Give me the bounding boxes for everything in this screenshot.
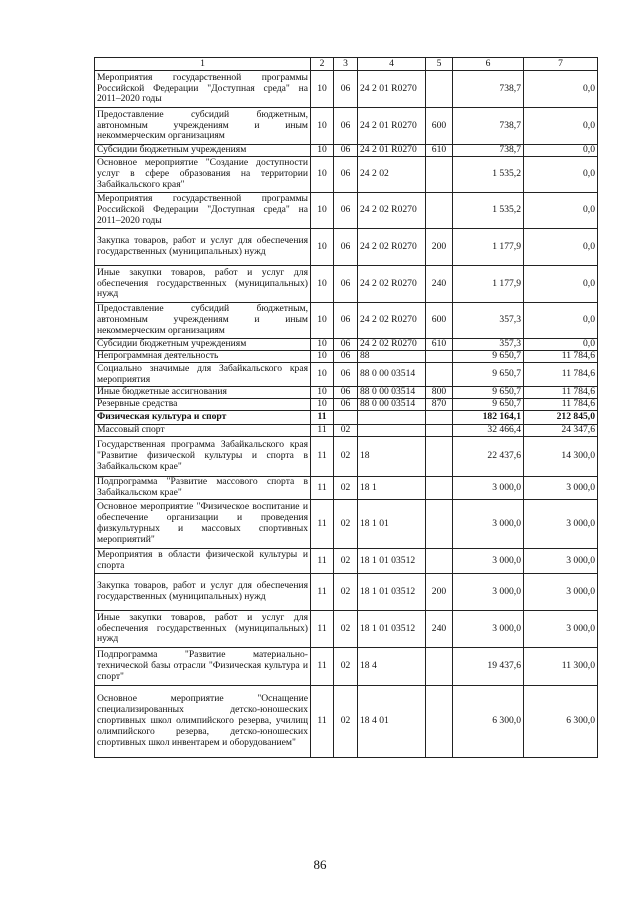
target-article-cell: 18 <box>358 437 426 477</box>
target-article-cell: 24 2 02 R0270 <box>358 266 426 303</box>
subsection-code-cell: 02 <box>334 611 358 648</box>
section-code-cell: 11 <box>311 611 334 648</box>
expense-type-cell: 610 <box>426 339 453 351</box>
row-name-cell: Предоставление субсидий бюджетным, автономным учреждениям и иным некоммерческим организациям <box>95 108 311 145</box>
subsection-code-cell: 06 <box>334 229 358 266</box>
section-code-cell: 11 <box>311 477 334 500</box>
budget-table <box>94 57 598 758</box>
table-row <box>95 303 598 339</box>
section-code-cell: 11 <box>311 549 334 574</box>
row-name-cell: Основное мероприятие "Создание доступности услуг в сфере образования на территории Забайкальского края" <box>95 157 311 193</box>
section-code-cell: 10 <box>311 108 334 145</box>
target-article-cell: 18 1 01 <box>358 500 426 549</box>
amount-col6-cell: 9 650,7 <box>453 387 524 399</box>
amount-col6-cell: 738,7 <box>453 145 524 157</box>
section-code-cell: 11 <box>311 411 334 425</box>
subsection-code-cell: 02 <box>334 574 358 611</box>
row-name-cell: Социально значимые для Забайкальского края мероприятия <box>95 363 311 387</box>
section-code-cell: 10 <box>311 351 334 363</box>
amount-col7-cell: 14 300,0 <box>524 437 598 477</box>
header-cell: 6 <box>453 58 524 71</box>
amount-col6-cell: 1 177,9 <box>453 266 524 303</box>
row-name-cell: Мероприятия в области физической культуры и спорта <box>95 549 311 574</box>
subsection-code-cell: 02 <box>334 648 358 686</box>
target-article-cell: 88 0 00 03514 <box>358 363 426 387</box>
table-row <box>95 351 598 363</box>
expense-type-cell <box>426 363 453 387</box>
row-name-cell: Физическая культура и спорт <box>95 411 311 425</box>
section-code-cell: 10 <box>311 193 334 229</box>
amount-col6-cell: 1 177,9 <box>453 229 524 266</box>
table-row <box>95 266 598 303</box>
row-name-cell: Иные закупки товаров, работ и услуг для обеспечения государственных (муниципальных) нужд <box>95 266 311 303</box>
expense-type-cell <box>426 477 453 500</box>
target-article-cell: 18 1 01 03512 <box>358 611 426 648</box>
section-code-cell: 10 <box>311 266 334 303</box>
section-code-cell: 10 <box>311 399 334 411</box>
amount-col6-cell: 9 650,7 <box>453 351 524 363</box>
section-code-cell: 10 <box>311 229 334 266</box>
expense-type-cell: 800 <box>426 387 453 399</box>
amount-col6-cell: 3 000,0 <box>453 549 524 574</box>
table-row <box>95 339 598 351</box>
subsection-code-cell: 02 <box>334 425 358 437</box>
table-row <box>95 71 598 108</box>
section-code-cell: 11 <box>311 686 334 758</box>
target-article-cell: 18 4 <box>358 648 426 686</box>
amount-col7-cell: 11 300,0 <box>524 648 598 686</box>
header-cell: 4 <box>358 58 426 71</box>
amount-col7-cell: 11 784,6 <box>524 399 598 411</box>
target-article-cell <box>358 411 426 425</box>
target-article-cell: 24 2 02 R0270 <box>358 339 426 351</box>
amount-col6-cell: 3 000,0 <box>453 574 524 611</box>
expense-type-cell: 600 <box>426 303 453 339</box>
row-name-cell: Закупка товаров, работ и услуг для обеспечения государственных (муниципальных) нужд <box>95 229 311 266</box>
section-code-cell: 10 <box>311 145 334 157</box>
table-row <box>95 425 598 437</box>
target-article-cell: 24 2 01 R0270 <box>358 71 426 108</box>
table-row <box>95 549 598 574</box>
amount-col7-cell: 0,0 <box>524 193 598 229</box>
amount-col6-cell: 9 650,7 <box>453 399 524 411</box>
target-article-cell: 18 4 01 <box>358 686 426 758</box>
amount-col6-cell: 3 000,0 <box>453 500 524 549</box>
amount-col7-cell: 212 845,0 <box>524 411 598 425</box>
amount-col6-cell: 19 437,6 <box>453 648 524 686</box>
row-name-cell: Непрограммная деятельность <box>95 351 311 363</box>
table-row <box>95 648 598 686</box>
amount-col7-cell: 0,0 <box>524 229 598 266</box>
amount-col7-cell: 3 000,0 <box>524 611 598 648</box>
expense-type-cell <box>426 411 453 425</box>
section-code-cell: 11 <box>311 648 334 686</box>
row-name-cell: Мероприятия государственной программы Российской Федерации "Доступная среда" на 2011–2020 годы <box>95 71 311 108</box>
subsection-code-cell: 06 <box>334 363 358 387</box>
subsection-code-cell: 06 <box>334 339 358 351</box>
table-row <box>95 387 598 399</box>
table-row <box>95 411 598 425</box>
expense-type-cell: 600 <box>426 108 453 145</box>
amount-col7-cell: 0,0 <box>524 157 598 193</box>
table-row <box>95 500 598 549</box>
expense-type-cell: 240 <box>426 266 453 303</box>
amount-col7-cell: 11 784,6 <box>524 351 598 363</box>
expense-type-cell <box>426 686 453 758</box>
target-article-cell: 24 2 02 R0270 <box>358 303 426 339</box>
amount-col6-cell: 738,7 <box>453 108 524 145</box>
section-code-cell: 11 <box>311 425 334 437</box>
target-article-cell <box>358 425 426 437</box>
table-row <box>95 193 598 229</box>
expense-type-cell: 200 <box>426 574 453 611</box>
expense-type-cell: 240 <box>426 611 453 648</box>
target-article-cell: 24 2 02 <box>358 157 426 193</box>
subsection-code-cell: 06 <box>334 193 358 229</box>
target-article-cell: 24 2 02 R0270 <box>358 193 426 229</box>
subsection-code-cell: 02 <box>334 477 358 500</box>
expense-type-cell: 870 <box>426 399 453 411</box>
subsection-code-cell: 06 <box>334 303 358 339</box>
target-article-cell: 88 0 00 03514 <box>358 399 426 411</box>
subsection-code-cell: 06 <box>334 71 358 108</box>
amount-col7-cell: 0,0 <box>524 266 598 303</box>
expense-type-cell <box>426 193 453 229</box>
table-row <box>95 437 598 477</box>
amount-col7-cell: 11 784,6 <box>524 363 598 387</box>
target-article-cell: 88 0 00 03514 <box>358 387 426 399</box>
amount-col7-cell: 0,0 <box>524 71 598 108</box>
target-article-cell: 88 <box>358 351 426 363</box>
amount-col6-cell: 357,3 <box>453 303 524 339</box>
expense-type-cell: 200 <box>426 229 453 266</box>
expense-type-cell <box>426 648 453 686</box>
amount-col6-cell: 3 000,0 <box>453 611 524 648</box>
section-code-cell: 10 <box>311 303 334 339</box>
amount-col7-cell: 3 000,0 <box>524 574 598 611</box>
subsection-code-cell: 02 <box>334 549 358 574</box>
amount-col7-cell: 0,0 <box>524 339 598 351</box>
section-code-cell: 10 <box>311 71 334 108</box>
table-row <box>95 108 598 145</box>
amount-col6-cell: 357,3 <box>453 339 524 351</box>
expense-type-cell <box>426 351 453 363</box>
amount-col6-cell: 6 300,0 <box>453 686 524 758</box>
subsection-code-cell: 06 <box>334 266 358 303</box>
target-article-cell: 24 2 02 R0270 <box>358 229 426 266</box>
expense-type-cell <box>426 157 453 193</box>
row-name-cell: Мероприятия государственной программы Российской Федерации "Доступная среда" на 2011–2020 годы <box>95 193 311 229</box>
table-row <box>95 611 598 648</box>
expense-type-cell <box>426 500 453 549</box>
section-code-cell: 10 <box>311 339 334 351</box>
row-name-cell: Подпрограмма "Развитие массового спорта в Забайкальском крае" <box>95 477 311 500</box>
subsection-code-cell: 06 <box>334 108 358 145</box>
header-cell: 1 <box>95 58 311 71</box>
page-number: 86 <box>313 857 327 872</box>
amount-col7-cell: 3 000,0 <box>524 500 598 549</box>
subsection-code-cell: 06 <box>334 351 358 363</box>
amount-col6-cell: 738,7 <box>453 71 524 108</box>
row-name-cell: Субсидии бюджетным учреждениям <box>95 145 311 157</box>
table-row <box>95 477 598 500</box>
expense-type-cell: 610 <box>426 145 453 157</box>
amount-col7-cell: 3 000,0 <box>524 549 598 574</box>
amount-col7-cell: 6 300,0 <box>524 686 598 758</box>
row-name-cell: Основное мероприятие "Оснащение специализированных детско-юношеских спортивных школ олимпийского резерва, училищ олимпийского резерва, детско-юношеских спортивных школ инвентарем и оборудованием" <box>95 686 311 758</box>
expense-type-cell <box>426 549 453 574</box>
table-body <box>95 58 598 758</box>
amount-col6-cell: 9 650,7 <box>453 363 524 387</box>
amount-col7-cell: 0,0 <box>524 145 598 157</box>
amount-col7-cell: 24 347,6 <box>524 425 598 437</box>
row-name-cell: Подпрограмма "Развитие материально-технической базы отрасли "Физическая культура и спорт" <box>95 648 311 686</box>
section-code-cell: 10 <box>311 157 334 193</box>
amount-col7-cell: 3 000,0 <box>524 477 598 500</box>
header-cell: 2 <box>311 58 334 71</box>
expense-type-cell <box>426 71 453 108</box>
header-cell: 5 <box>426 58 453 71</box>
amount-col6-cell: 1 535,2 <box>453 157 524 193</box>
amount-col7-cell: 11 784,6 <box>524 387 598 399</box>
section-code-cell: 10 <box>311 387 334 399</box>
subsection-code-cell <box>334 411 358 425</box>
target-article-cell: 18 1 <box>358 477 426 500</box>
section-code-cell: 11 <box>311 437 334 477</box>
table-row <box>95 363 598 387</box>
row-name-cell: Государственная программа Забайкальского края "Развитие физической культуры и спорта в Забайкальском крае" <box>95 437 311 477</box>
row-name-cell: Предоставление субсидий бюджетным, автономным учреждениям и иным некоммерческим организациям <box>95 303 311 339</box>
amount-col6-cell: 182 164,1 <box>453 411 524 425</box>
target-article-cell: 18 1 01 03512 <box>358 549 426 574</box>
expense-type-cell <box>426 425 453 437</box>
row-name-cell: Субсидии бюджетным учреждениям <box>95 339 311 351</box>
table-row <box>95 229 598 266</box>
row-name-cell: Массовый спорт <box>95 425 311 437</box>
row-name-cell: Резервные средства <box>95 399 311 411</box>
row-name-cell: Иные закупки товаров, работ и услуг для обеспечения государственных (муниципальных) нужд <box>95 611 311 648</box>
target-article-cell: 24 2 01 R0270 <box>358 145 426 157</box>
target-article-cell: 18 1 01 03512 <box>358 574 426 611</box>
subsection-code-cell: 02 <box>334 437 358 477</box>
subsection-code-cell: 02 <box>334 500 358 549</box>
header-cell: 3 <box>334 58 358 71</box>
row-name-cell: Основное мероприятие "Физическое воспитание и обеспечение организации и проведения физкультурных и массовых спортивных мероприятий" <box>95 500 311 549</box>
row-name-cell: Иные бюджетные ассигнования <box>95 387 311 399</box>
amount-col6-cell: 22 437,6 <box>453 437 524 477</box>
table-row <box>95 574 598 611</box>
table-row <box>95 145 598 157</box>
table-header-row <box>95 58 598 71</box>
row-name-cell: Закупка товаров, работ и услуг для обеспечения государственных (муниципальных) нужд <box>95 574 311 611</box>
subsection-code-cell: 06 <box>334 157 358 193</box>
amount-col6-cell: 3 000,0 <box>453 477 524 500</box>
expense-type-cell <box>426 437 453 477</box>
amount-col6-cell: 1 535,2 <box>453 193 524 229</box>
subsection-code-cell: 06 <box>334 387 358 399</box>
target-article-cell: 24 2 01 R0270 <box>358 108 426 145</box>
table-row <box>95 399 598 411</box>
amount-col7-cell: 0,0 <box>524 303 598 339</box>
amount-col6-cell: 32 466,4 <box>453 425 524 437</box>
amount-col7-cell: 0,0 <box>524 108 598 145</box>
header-cell: 7 <box>524 58 598 71</box>
subsection-code-cell: 02 <box>334 686 358 758</box>
subsection-code-cell: 06 <box>334 399 358 411</box>
section-code-cell: 10 <box>311 363 334 387</box>
section-code-cell: 11 <box>311 574 334 611</box>
table-row <box>95 157 598 193</box>
section-code-cell: 11 <box>311 500 334 549</box>
table-row <box>95 686 598 758</box>
subsection-code-cell: 06 <box>334 145 358 157</box>
